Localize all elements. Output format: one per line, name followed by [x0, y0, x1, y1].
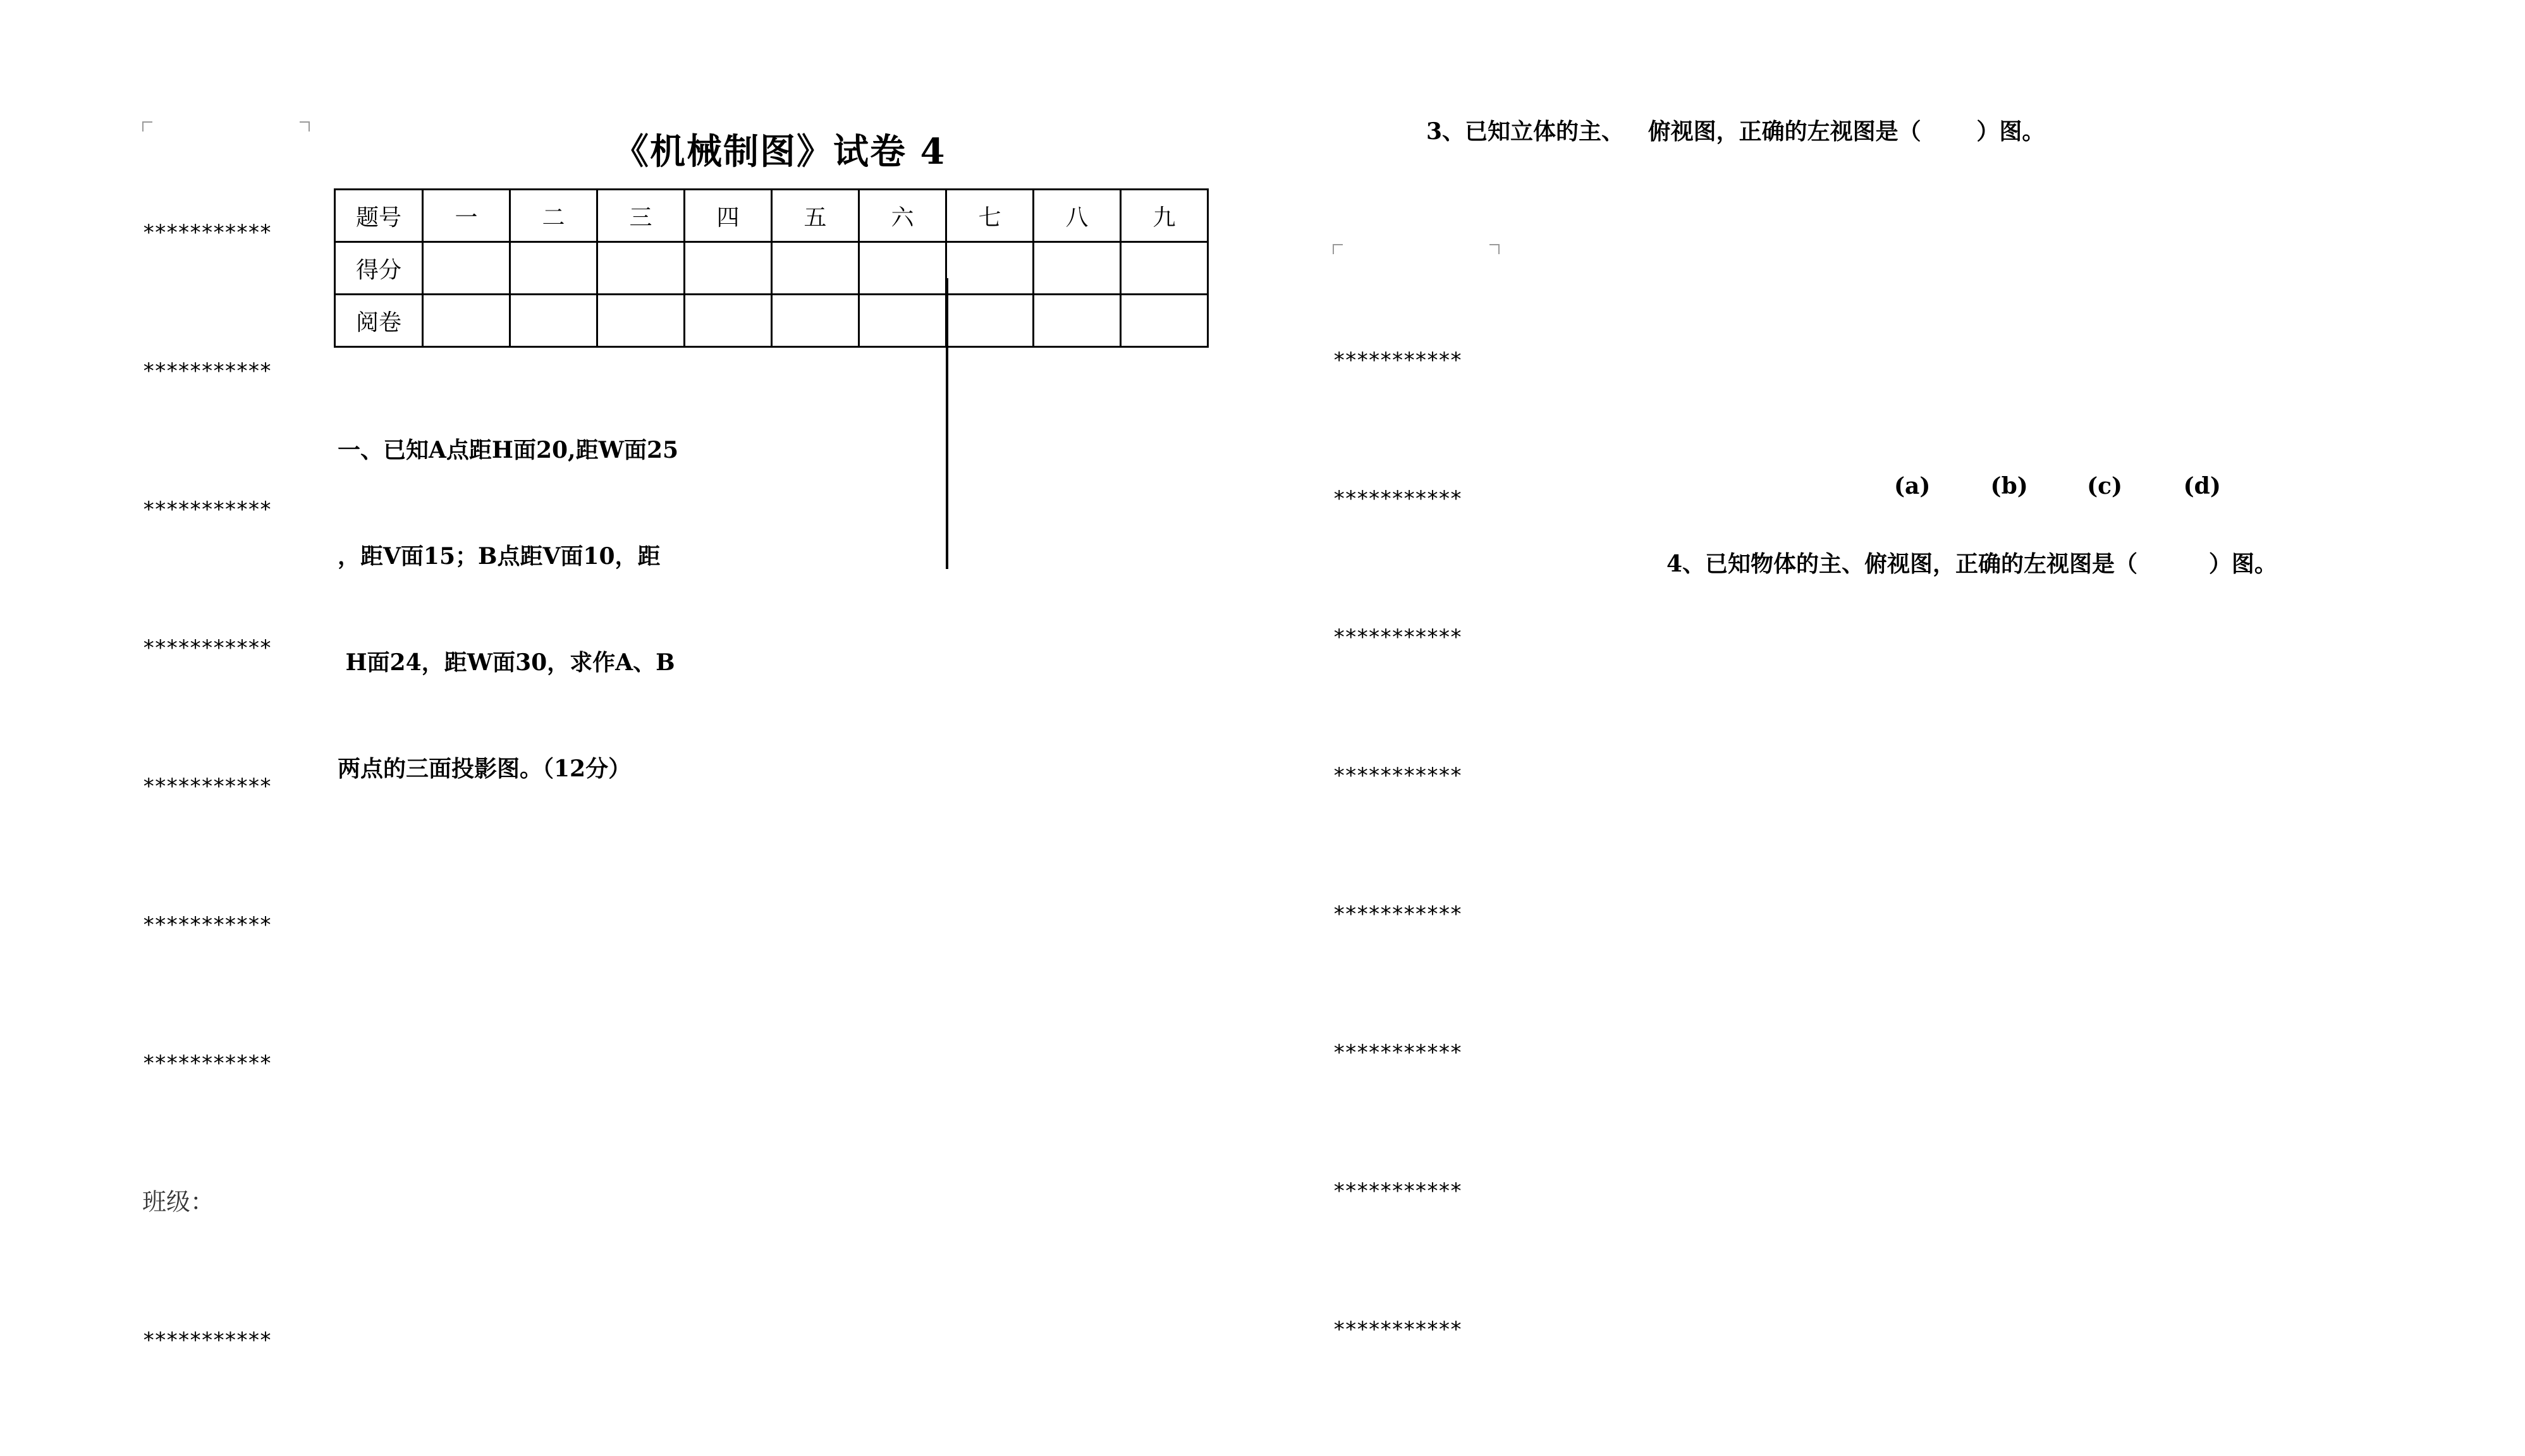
question-1-line: 两点的三面投影图。（12分） — [338, 756, 632, 782]
option-c[interactable]: (c) — [2087, 473, 2123, 499]
exam-title: 《机械制图》试卷 4 — [613, 131, 946, 173]
row-label-reviewer: 阅卷 — [335, 295, 423, 347]
margin-asterisk-line: *********** — [142, 220, 271, 245]
corner-mark — [300, 121, 310, 132]
margin-asterisk-line: *********** — [142, 497, 271, 522]
margin-asterisk-line: *********** — [142, 358, 271, 384]
margin-asterisk-line: *********** — [142, 635, 271, 661]
reviewer-cell[interactable] — [1034, 295, 1121, 347]
table-header-cell: 七 — [946, 190, 1034, 242]
table-header-cell: 六 — [859, 190, 946, 242]
table-row — [335, 242, 1208, 295]
corner-mark — [1489, 244, 1500, 254]
score-cell[interactable] — [510, 242, 597, 295]
reviewer-cell[interactable] — [510, 295, 597, 347]
row-label-score: 得分 — [335, 242, 423, 295]
reviewer-cell[interactable] — [772, 295, 859, 347]
table-header-cell: 五 — [772, 190, 859, 242]
table-header-cell: 题号 — [335, 190, 423, 242]
score-table — [334, 188, 1209, 348]
reviewer-cell[interactable] — [1121, 295, 1208, 347]
score-cell[interactable] — [772, 242, 859, 295]
score-cell[interactable] — [859, 242, 946, 295]
margin-asterisk-line: *********** — [1333, 625, 1462, 650]
margin-asterisk-line: *********** — [1333, 486, 1462, 511]
margin-asterisk-line: *********** — [1333, 348, 1462, 373]
table-header-cell: 九 — [1121, 190, 1208, 242]
margin-asterisk-line: *********** — [1333, 902, 1462, 927]
score-cell[interactable] — [946, 242, 1034, 295]
reviewer-cell[interactable] — [946, 295, 1034, 347]
option-d[interactable]: (d) — [2183, 473, 2221, 499]
table-row — [335, 190, 1208, 242]
question-1-line: H面24，距W面30，求作A、B — [338, 649, 675, 676]
question-3: 3、已知立体的主、 俯视图，正确的左视图是（ ）图。 — [1426, 118, 2045, 145]
class-label: 班级： — [142, 1188, 215, 1216]
question-1 — [338, 362, 717, 857]
margin-asterisk-line: *********** — [142, 1328, 271, 1353]
reviewer-cell[interactable] — [685, 295, 772, 347]
margin-asterisk-line: *********** — [142, 912, 271, 938]
score-cell[interactable] — [423, 242, 510, 295]
binding-margin-left — [142, 118, 271, 1456]
vertical-divider-line — [946, 278, 948, 569]
question-1-line: 一、已知A点距H面20,距W面25 — [338, 437, 679, 463]
reviewer-cell[interactable] — [597, 295, 685, 347]
table-header-cell: 三 — [597, 190, 685, 242]
table-header-cell: 一 — [423, 190, 510, 242]
table-header-cell: 四 — [685, 190, 772, 242]
margin-asterisk-line: *********** — [1333, 1178, 1462, 1204]
option-a[interactable]: (a) — [1894, 473, 1931, 499]
score-cell[interactable] — [685, 242, 772, 295]
option-b[interactable]: (b) — [1990, 473, 2028, 499]
answer-options — [1894, 473, 2272, 499]
margin-asterisk-line: *********** — [1333, 1040, 1462, 1065]
table-header-cell: 八 — [1034, 190, 1121, 242]
score-cell[interactable] — [1034, 242, 1121, 295]
margin-asterisk-line: *********** — [142, 774, 271, 799]
question-4: 4、已知物体的主、俯视图，正确的左视图是（ ）图。 — [1666, 551, 2277, 577]
reviewer-cell[interactable] — [423, 295, 510, 347]
question-1-line: ，距V面15；B点距V面10，距 — [338, 543, 661, 570]
margin-asterisk-line: *********** — [1333, 763, 1462, 788]
table-row — [335, 295, 1208, 347]
table-header-cell: 二 — [510, 190, 597, 242]
binding-margin-right — [1333, 245, 1461, 1445]
score-cell[interactable] — [597, 242, 685, 295]
margin-asterisk-line: *********** — [142, 1051, 271, 1076]
reviewer-cell[interactable] — [859, 295, 946, 347]
score-cell[interactable] — [1121, 242, 1208, 295]
margin-asterisk-line: *********** — [1333, 1317, 1462, 1342]
